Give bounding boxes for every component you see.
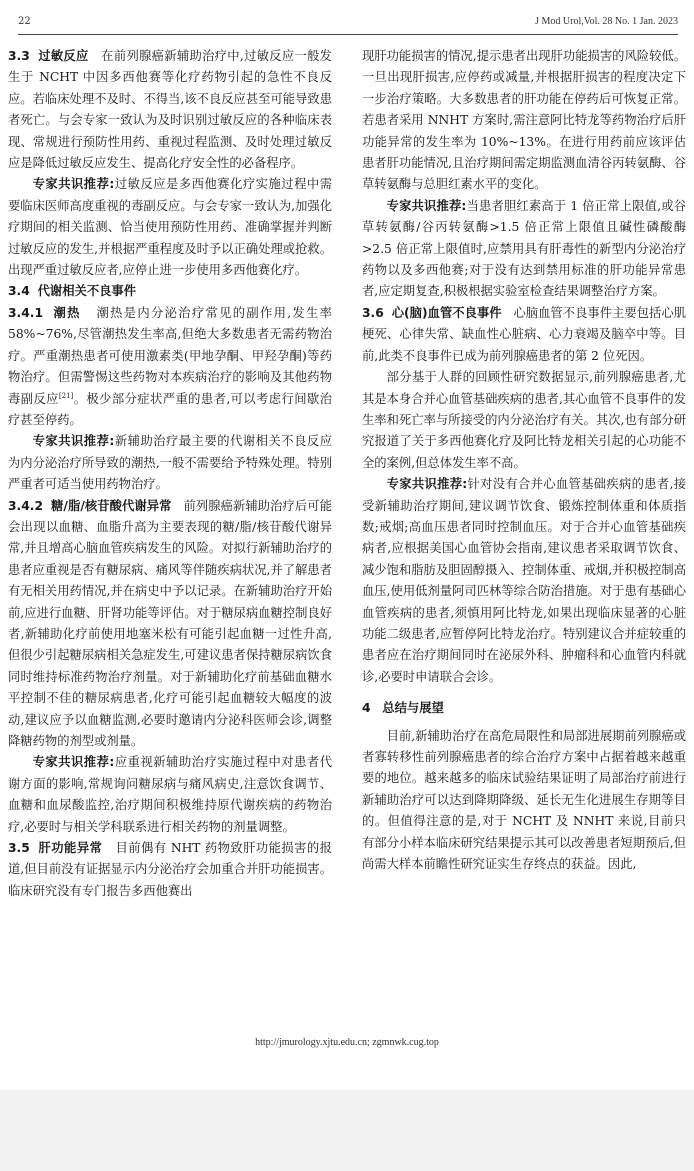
consensus-label: 专家共识推荐: [32,434,115,449]
paragraph-text-tail: 。极少部分症状严重的患者,可以考虑行间歇治疗甚至停药。 [8,391,332,427]
section-number: 3.3 [8,49,30,63]
continued-paragraph [362,46,686,196]
consensus-recommendation [362,196,686,303]
journal-citation: J Mod Urol,Vol. 28 No. 1 Jan. 2023 [535,16,678,27]
section-paragraph [8,46,332,174]
section-heading-4 [362,698,686,719]
section-heading: 总结与展望 [382,701,444,716]
section-paragraph [8,303,332,431]
consensus-text: 新辅助治疗最主要的代谢相关不良反应为内分泌治疗所导致的潮热,一般不需要给予特殊处理。特别严重者可适当使用药物治疗。 [8,434,332,492]
consensus-recommendation [8,174,332,281]
consensus-text: 当患者胆红素高于 1 倍正常上限值,或谷草转氨酶/谷丙转氨酶>1.5 倍正常上限值且碱性磷酸酶>2.5 倍正常上限值时,应禁用具有肝毒性的新型内分泌治疗药物以及多西他赛;对于没有达到禁用标准的肝功能异常患者,应定期复查,积极根据实验室检查结果调整治疗方案。 [362,198,686,299]
paragraph-text: 潮热是内分泌治疗常见的副作用,发生率 58%~76%,尽管潮热发生率高,但绝大多数患者无需药物治疗。严重潮热患者可使用激素类(甲地孕酮、甲羟孕酮)等药物治疗。但需警惕这些药物对本疾病治疗的影响及其他药物毒副反应 [8,305,332,406]
right-column [362,46,686,1006]
footer-url: http://jmurology.xjtu.edu.cn; zgmnwk.cug.top [255,1037,439,1048]
left-column [8,46,332,1006]
section-heading: 代谢相关不良事件 [37,284,137,299]
section-heading: 过敏反应 [38,49,89,63]
paragraph-text: 现肝功能损害的情况,提示患者出现肝功能损害的风险较低。一旦出现肝损害,应停药或减量,并根据肝损害的程度决定下一步治疗策略。大多数患者的肝功能在停药后可恢复正常。若患者采用 NNHT 方案时,需注意阿比特龙等药物治疗后肝功能异常的发生率为 10%~13%。在进行用药前应该评估患者肝功能情况,且治疗期间需定期监测血清谷丙转氨酶、谷草转氨酶与总胆红素水平的变化。 [362,49,686,192]
consensus-label: 专家共识推荐: [386,477,468,492]
body-paragraph [362,726,686,876]
section-number: 3.6 [362,305,384,320]
citation-ref: [21] [58,391,74,400]
section-paragraph [362,303,686,367]
section-number: 4 [362,701,371,716]
header-rule [18,34,678,35]
paragraph-text: 目前偶有 NHT 药物致肝功能损害的报道,但目前没有证据显示内分泌治疗会加重合并肝功能损害。临床研究没有专门报告多西他赛出 [8,841,332,898]
consensus-recommendation [8,431,332,495]
subsection-heading [8,281,332,302]
paragraph-text: 前列腺癌新辅助治疗后可能会出现以血糖、血脂升高为主要表现的糖/脂/核苷酸代谢异常,并且增高心脑血管疾病发生的风险。对拟行新辅助治疗的患者应重视是否有糖尿病、痛风等伴随疾病状况,并了解患者有无相关用药情况,并在病史中予以记录。在新辅助治疗开始前,应进行血糖、肝肾功能等评估。对于糖尿病血糖控制良好者,新辅助化疗前使用地塞米松有可能引起血糖一过性升高,但很少引起糖尿病相关急症发生,可建议患者保持糖尿病饮食同时维持标准药物治疗剂量。对于新辅助化疗前基础血糖水平控制不佳的糖尿病患者,化疗可能引起血糖较大幅度的波动,建议应予以血糖监测,必要时邀请内分泌科医师会诊,调整降糖药物的剂型或剂量。 [8,498,332,748]
section-paragraph [8,496,332,753]
paragraph-text: 心脑血管不良事件主要包括心肌梗死、心律失常、缺血性心脏病、心力衰竭及脑卒中等。目前,此类不良事件已成为前列腺癌患者的第 2 位死因。 [362,305,686,363]
consensus-label: 专家共识推荐: [32,755,115,770]
page-bottom-margin [0,1090,694,1171]
consensus-recommendation [362,474,686,688]
section-heading: 心(脑)血管不良事件 [391,305,502,320]
consensus-label: 专家共识推荐: [32,177,115,192]
section-number: 3.4.1 [8,305,44,320]
section-heading: 肝功能异常 [38,841,103,856]
body-paragraph [362,367,686,474]
section-number: 3.4.2 [8,498,44,513]
consensus-text: 针对没有合并心血管基础疾病的患者,接受新辅助治疗期间,建议调节饮食、锻炼控制体重和体质指数;戒烟;高血压患者同时控制血压。对于合并心血管基础疾病者,应根据美国心血管协会指南,建议患者采取调节饮食、减少饱和脂肪及胆固醇摄入、控制体重、戒烟,并积极控制高血压,使用低剂量阿司匹林等综合防治措施。对于患有基础心血管疾病的患者,须慎用阿比特龙,如果出现临床显著的心脏功能二级患者,应暂停阿比特龙治疗。特别建议合并症较重的患者应在治疗期间同时在泌尿外科、肿瘤科和心血管内科就诊,必要时申请联合会诊。 [362,477,686,684]
paragraph-text: 目前,新辅助治疗在高危局限性和局部进展期前列腺癌或者寡转移性前列腺癌患者的综合治疗方案中占据着越来越重要的地位。越来越多的临床试验结果证明了局部治疗前进行新辅助治疗可以达到降期降级、延长无生化进展生存期等目的。但值得注意的是,对于 NCHT 及 NNHT 来说,目前只有部分小样本临床研究结果提示其可以改善患者短期预后,但尚需大样本前瞻性研究证实生存终点的获益。因此, [362,728,686,872]
section-paragraph [8,838,332,902]
page-number: 22 [18,16,31,27]
running-header [18,14,678,32]
section-heading: 潮热 [53,305,81,320]
consensus-label: 专家共识推荐: [386,198,467,213]
section-number: 3.5 [8,841,30,856]
consensus-recommendation [8,752,332,838]
paragraph-text: 在前列腺癌新辅助治疗中,过敏反应一般发生于 NCHT 中因多西他赛等化疗药物引起的急性不良反应。若临床处理不及时、不得当,该不良反应甚至可能导致患者死亡。与会专家一致认为及时识别过敏反应的各种临床表现、常规进行预防性用药、重视过程监测、及时处理过敏反应是降低过敏反应发生、提高化疗安全性的必备程序。 [8,49,332,171]
consensus-text: 过敏反应是多西他赛化疗实施过程中需要临床医师高度重视的毒副反应。与会专家一致认为,加强化疗期间的相关监测、恰当使用预防性用药、准确掌握并判断过敏反应的发生,并根据严重程度及时予以正确处理或抢救。出现严重过敏反应者,应停止进一步使用多西他赛化疗。 [8,177,332,278]
paragraph-text: 部分基于人群的回顾性研究数据显示,前列腺癌患者,尤其是本身合并心血管基础疾病的患者,其心血管不良事件的发生率和死亡率与所接受的内分泌治疗有关。其次,也有部分研究报道了关于多西他赛化疗及阿比特龙相关引起的心功能不全的案例,但总体发生率不高。 [362,370,686,470]
section-heading: 糖/脂/核苷酸代谢异常 [51,498,172,513]
section-number: 3.4 [8,284,30,299]
consensus-text: 应重视新辅助治疗实施过程中对患者代谢方面的影响,常规询问糖尿病与痛风病史,注意饮食调节、血糖和血尿酸监控,治疗期间积极维持原代谢疾病的药物治疗,必要时与相关学科联系进行相关药物的剂量调整。 [8,755,332,834]
